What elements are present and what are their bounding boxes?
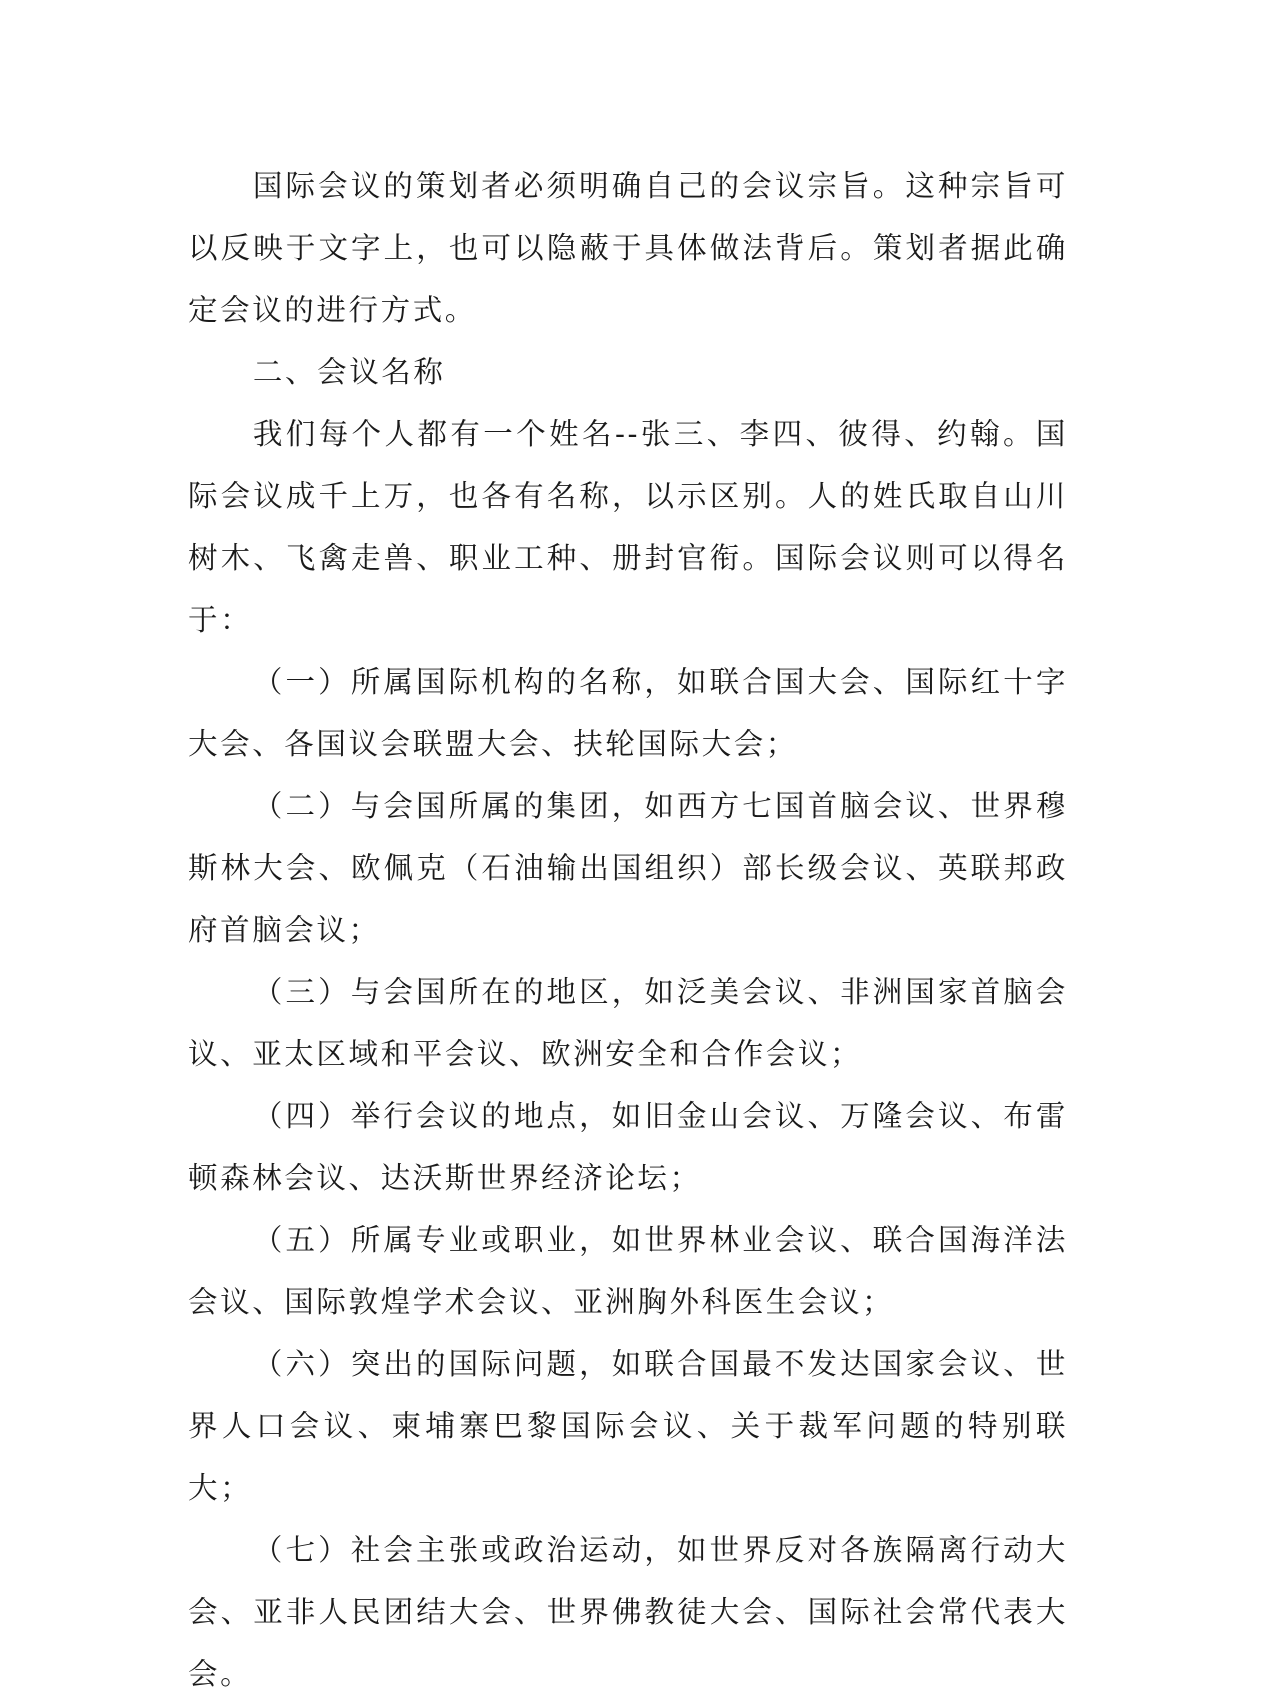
paragraph-naming-intro: 我们每个人都有一个姓名--张三、李四、彼得、约翰。国际会议成千上万，也各有名称，以示区别。人的姓氏取自山川树木、飞禽走兽、职业工种、册封官衔。国际会议则可以得名于： <box>188 417 1068 637</box>
list-item-7: （七）社会主张或政治运动，如世界反对各族隔离行动大会、亚非人民团结大会、世界佛教徒大会、国际社会常代表大会。 <box>188 1533 1068 1691</box>
section-heading-conference-name: 二、会议名称 <box>252 355 446 389</box>
list-item-6: （六）突出的国际问题，如联合国最不发达国家会议、世界人口会议、柬埔寨巴黎国际会议、关于裁军问题的特别联大； <box>188 1347 1068 1505</box>
list-item-2: （二）与会国所属的集团，如西方七国首脑会议、世界穆斯林大会、欧佩克（石油输出国组织）部长级会议、英联邦政府首脑会议； <box>188 789 1068 947</box>
list-item-4: （四）举行会议的地点，如旧金山会议、万隆会议、布雷顿森林会议、达沃斯世界经济论坛； <box>188 1099 1068 1195</box>
list-item-3: （三）与会国所在的地区，如泛美会议、非洲国家首脑会议、亚太区域和平会议、欧洲安全和合作会议； <box>188 975 1068 1071</box>
document-body <box>188 155 1068 1705</box>
paragraph-conference-purpose: 国际会议的策划者必须明确自己的会议宗旨。这种宗旨可以反映于文字上，也可以隐蔽于具体做法背后。策划者据此确定会议的进行方式。 <box>188 169 1068 327</box>
list-item-1: （一）所属国际机构的名称，如联合国大会、国际红十字大会、各国议会联盟大会、扶轮国际大会； <box>188 665 1068 761</box>
list-item-5: （五）所属专业或职业，如世界林业会议、联合国海洋法会议、国际敦煌学术会议、亚洲胸外科医生会议； <box>188 1223 1068 1319</box>
